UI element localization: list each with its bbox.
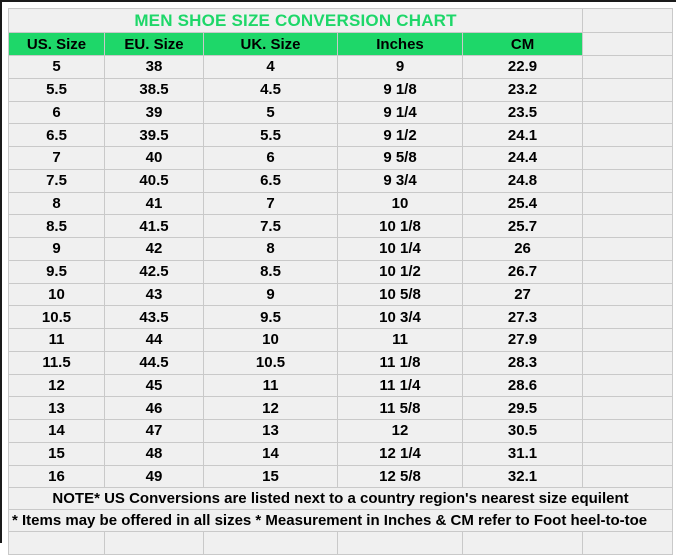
cell-us-size: 7.5 xyxy=(9,169,105,192)
cell-inches: 10 xyxy=(338,192,463,215)
cell-uk-size: 8.5 xyxy=(204,260,338,283)
table-row xyxy=(9,306,673,329)
cell-eu-size: 42 xyxy=(105,238,204,261)
cell-inches: 11 5/8 xyxy=(338,397,463,420)
cell-cm: 23.5 xyxy=(463,101,583,124)
cell-uk-size: 14 xyxy=(204,442,338,465)
cell-empty xyxy=(583,442,673,465)
cell-us-size: 13 xyxy=(9,397,105,420)
cell-uk-size: 9 xyxy=(204,283,338,306)
cell-empty xyxy=(583,124,673,147)
table-row xyxy=(9,465,673,488)
cell-eu-size: 40 xyxy=(105,147,204,170)
cell-inches: 9 1/8 xyxy=(338,78,463,101)
cell-empty xyxy=(583,238,673,261)
cell-cm: 28.3 xyxy=(463,351,583,374)
empty-cell xyxy=(338,532,463,555)
cell-inches: 10 3/4 xyxy=(338,306,463,329)
cell-eu-size: 43.5 xyxy=(105,306,204,329)
cell-eu-size: 47 xyxy=(105,420,204,443)
cell-uk-size: 7.5 xyxy=(204,215,338,238)
cell-empty xyxy=(583,283,673,306)
shoe-size-table xyxy=(8,8,673,555)
cell-uk-size: 6 xyxy=(204,147,338,170)
cell-cm: 26.7 xyxy=(463,260,583,283)
cell-us-size: 9.5 xyxy=(9,260,105,283)
cell-us-size: 16 xyxy=(9,465,105,488)
empty-cell xyxy=(463,532,583,555)
cell-cm: 25.7 xyxy=(463,215,583,238)
cell-uk-size: 13 xyxy=(204,420,338,443)
column-header-inches: Inches xyxy=(338,33,463,56)
table-row xyxy=(9,351,673,374)
table-row xyxy=(9,169,673,192)
cell-eu-size: 42.5 xyxy=(105,260,204,283)
cell-us-size: 8 xyxy=(9,192,105,215)
cell-cm: 30.5 xyxy=(463,420,583,443)
table-row xyxy=(9,442,673,465)
cell-uk-size: 12 xyxy=(204,397,338,420)
screenshot-top-edge xyxy=(0,0,676,2)
screenshot-left-edge xyxy=(0,0,2,543)
cell-empty xyxy=(583,169,673,192)
cell-cm: 29.5 xyxy=(463,397,583,420)
cell-us-size: 15 xyxy=(9,442,105,465)
cell-eu-size: 45 xyxy=(105,374,204,397)
table-row xyxy=(9,374,673,397)
cell-empty xyxy=(583,101,673,124)
cell-uk-size: 5 xyxy=(204,101,338,124)
cell-empty xyxy=(583,420,673,443)
cell-uk-size: 6.5 xyxy=(204,169,338,192)
empty-cell xyxy=(105,532,204,555)
table-row xyxy=(9,192,673,215)
cell-eu-size: 44.5 xyxy=(105,351,204,374)
cell-uk-size: 10 xyxy=(204,329,338,352)
cell-inches: 9 1/2 xyxy=(338,124,463,147)
cell-uk-size: 11 xyxy=(204,374,338,397)
cell-uk-size: 7 xyxy=(204,192,338,215)
cell-cm: 26 xyxy=(463,238,583,261)
cell-cm: 27.3 xyxy=(463,306,583,329)
column-header-cm: CM xyxy=(463,33,583,56)
cell-us-size: 8.5 xyxy=(9,215,105,238)
note-text-2: * Items may be offered in all sizes * Measurement in Inches & CM refer to Foot heel-to-toe xyxy=(9,510,673,532)
cell-us-size: 10.5 xyxy=(9,306,105,329)
cell-cm: 24.1 xyxy=(463,124,583,147)
cell-eu-size: 48 xyxy=(105,442,204,465)
cell-empty xyxy=(583,351,673,374)
cell-us-size: 10 xyxy=(9,283,105,306)
empty-title-cell xyxy=(583,9,673,33)
cell-uk-size: 15 xyxy=(204,465,338,488)
cell-uk-size: 4 xyxy=(204,56,338,79)
empty-cell xyxy=(9,532,105,555)
table-row xyxy=(9,215,673,238)
cell-us-size: 6.5 xyxy=(9,124,105,147)
note-row-1 xyxy=(9,488,673,510)
title-row xyxy=(9,9,673,33)
cell-eu-size: 49 xyxy=(105,465,204,488)
cell-cm: 25.4 xyxy=(463,192,583,215)
cell-uk-size: 4.5 xyxy=(204,78,338,101)
page-title: MEN SHOE SIZE CONVERSION CHART xyxy=(9,9,583,33)
cell-empty xyxy=(583,215,673,238)
cell-eu-size: 41.5 xyxy=(105,215,204,238)
table-row xyxy=(9,56,673,79)
table-row xyxy=(9,397,673,420)
cell-inches: 12 1/4 xyxy=(338,442,463,465)
cell-us-size: 5 xyxy=(9,56,105,79)
table-row xyxy=(9,420,673,443)
cell-eu-size: 44 xyxy=(105,329,204,352)
cell-empty xyxy=(583,329,673,352)
cell-cm: 28.6 xyxy=(463,374,583,397)
cell-inches: 11 1/4 xyxy=(338,374,463,397)
cell-inches: 11 xyxy=(338,329,463,352)
empty-cell xyxy=(204,532,338,555)
table-row xyxy=(9,147,673,170)
cell-inches: 9 5/8 xyxy=(338,147,463,170)
cell-uk-size: 9.5 xyxy=(204,306,338,329)
column-header-us-size: US. Size xyxy=(9,33,105,56)
cell-inches: 9 1/4 xyxy=(338,101,463,124)
size-table-body xyxy=(9,56,673,488)
cell-empty xyxy=(583,374,673,397)
table-row xyxy=(9,238,673,261)
cell-empty xyxy=(583,260,673,283)
column-header-uk-size: UK. Size xyxy=(204,33,338,56)
empty-cell xyxy=(583,532,673,555)
cell-empty xyxy=(583,397,673,420)
cell-inches: 10 5/8 xyxy=(338,283,463,306)
cell-inches: 10 1/2 xyxy=(338,260,463,283)
cell-us-size: 11.5 xyxy=(9,351,105,374)
cell-inches: 9 xyxy=(338,56,463,79)
cell-empty xyxy=(583,192,673,215)
cell-eu-size: 39 xyxy=(105,101,204,124)
cell-us-size: 11 xyxy=(9,329,105,352)
cell-eu-size: 38 xyxy=(105,56,204,79)
table-row xyxy=(9,260,673,283)
cell-us-size: 9 xyxy=(9,238,105,261)
cell-inches: 10 1/8 xyxy=(338,215,463,238)
cell-eu-size: 41 xyxy=(105,192,204,215)
cell-cm: 27 xyxy=(463,283,583,306)
cell-inches: 11 1/8 xyxy=(338,351,463,374)
cell-empty xyxy=(583,465,673,488)
cell-eu-size: 46 xyxy=(105,397,204,420)
cell-cm: 22.9 xyxy=(463,56,583,79)
cell-us-size: 14 xyxy=(9,420,105,443)
cell-cm: 27.9 xyxy=(463,329,583,352)
cell-eu-size: 39.5 xyxy=(105,124,204,147)
cell-cm: 23.2 xyxy=(463,78,583,101)
conversion-chart-sheet xyxy=(8,8,673,555)
cell-inches: 10 1/4 xyxy=(338,238,463,261)
cell-eu-size: 43 xyxy=(105,283,204,306)
column-header-eu-size: EU. Size xyxy=(105,33,204,56)
cell-cm: 24.8 xyxy=(463,169,583,192)
cell-us-size: 7 xyxy=(9,147,105,170)
cell-cm: 24.4 xyxy=(463,147,583,170)
cell-inches: 12 xyxy=(338,420,463,443)
cell-empty xyxy=(583,306,673,329)
cell-us-size: 12 xyxy=(9,374,105,397)
cell-eu-size: 38.5 xyxy=(105,78,204,101)
cell-uk-size: 8 xyxy=(204,238,338,261)
cell-cm: 32.1 xyxy=(463,465,583,488)
cell-eu-size: 40.5 xyxy=(105,169,204,192)
cell-uk-size: 5.5 xyxy=(204,124,338,147)
cell-empty xyxy=(583,78,673,101)
note-text-1: NOTE* US Conversions are listed next to a country region's nearest size equilent xyxy=(9,488,673,510)
cell-us-size: 5.5 xyxy=(9,78,105,101)
cell-us-size: 6 xyxy=(9,101,105,124)
cell-empty xyxy=(583,147,673,170)
table-row xyxy=(9,101,673,124)
cell-inches: 9 3/4 xyxy=(338,169,463,192)
header-row xyxy=(9,33,673,56)
empty-header-cell xyxy=(583,33,673,56)
cell-empty xyxy=(583,56,673,79)
note-row-2 xyxy=(9,510,673,532)
cell-inches: 12 5/8 xyxy=(338,465,463,488)
table-row xyxy=(9,78,673,101)
cell-cm: 31.1 xyxy=(463,442,583,465)
table-row xyxy=(9,329,673,352)
table-row xyxy=(9,283,673,306)
cell-uk-size: 10.5 xyxy=(204,351,338,374)
table-row xyxy=(9,124,673,147)
clipped-empty-row xyxy=(9,532,673,555)
